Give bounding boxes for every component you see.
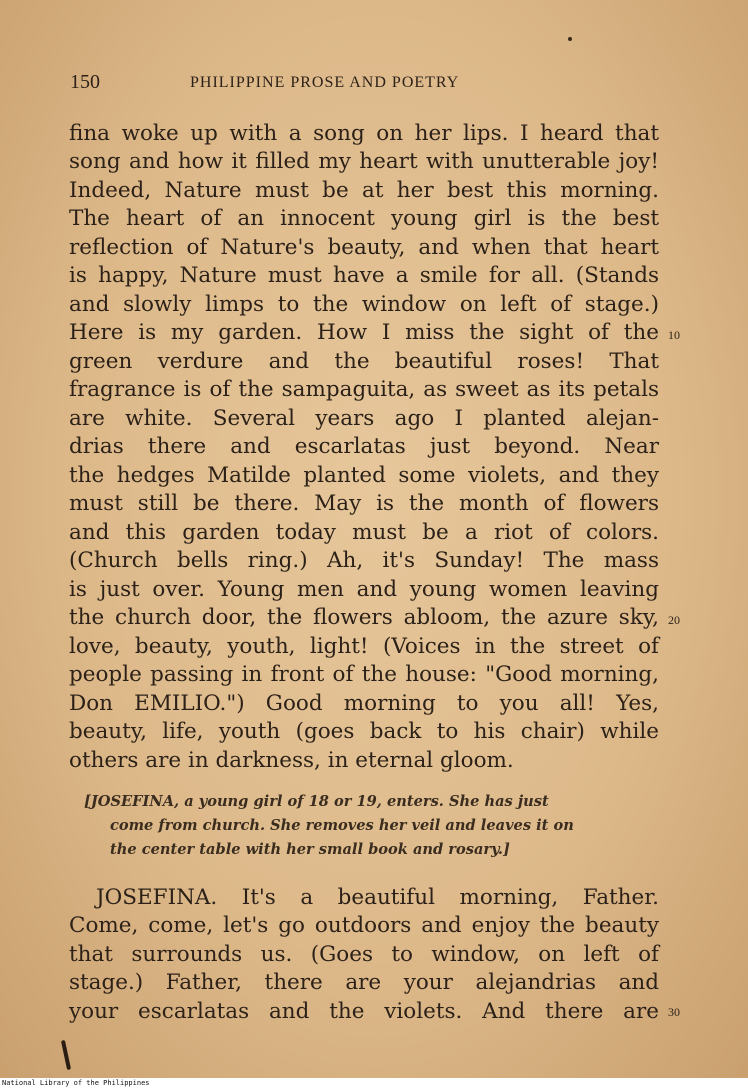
library-credit: National Library of the Philippines: [2, 1079, 150, 1087]
text-line: is just over. Young men and young women leaving: [69, 577, 659, 602]
line-number: 20: [668, 613, 680, 627]
line-number: 10: [668, 328, 680, 342]
dialogue-line: Come, come, let's go outdoors and enjoy the beauty: [69, 913, 659, 938]
text-line: The heart of an innocent young girl is the best: [69, 206, 659, 231]
dialogue-line: that surrounds us. (Goes to window, on left of: [69, 942, 659, 967]
dialogue-line: your escarlatas and the violets. And there are: [69, 999, 659, 1024]
text-line: Here is my garden. How I miss the sight of the: [69, 320, 659, 345]
text-line: must still be there. May is the month of flowers: [69, 491, 659, 516]
text-line: and slowly limps to the window on left of stage.): [69, 292, 659, 317]
text-line: song and how it filled my heart with unutterable joy!: [69, 149, 659, 174]
dialogue-line: stage.) Father, there are your alejandrias and: [69, 970, 659, 995]
text-line: drias there and escarlatas just beyond. Near: [69, 434, 659, 459]
running-head: [70, 71, 670, 101]
stage-direction-line: the center table with her small book and rosary.]: [110, 841, 510, 858]
stage-direction-line: [JOSEFINA, a young girl of 18 or 19, enters. She has just: [84, 793, 549, 810]
text-line: Don EMILIO.") Good morning to you all! Yes,: [69, 691, 659, 716]
text-line: green verdure and the beautiful roses! That: [69, 349, 659, 374]
text-line: people passing in front of the house: "Good morning,: [69, 662, 659, 687]
page-number: 150: [70, 71, 100, 93]
text-line: the hedges Matilde planted some violets, and they: [69, 463, 659, 488]
text-line: the church door, the flowers abloom, the azure sky,: [69, 605, 659, 630]
text-line: Indeed, Nature must be at her best this morning.: [69, 178, 659, 203]
footer-bar: [0, 1078, 748, 1088]
text-line: (Church bells ring.) Ah, it's Sunday! The mass: [69, 548, 659, 573]
dialogue-line: JOSEFINA. It's a beautiful morning, Father.: [96, 885, 659, 910]
ink-speck: [568, 37, 572, 41]
text-line: is happy, Nature must have a smile for all. (Stands: [69, 263, 659, 288]
text-line: fina woke up with a song on her lips. I heard that: [69, 121, 659, 146]
running-title: PHILIPPINE PROSE AND POETRY: [190, 74, 460, 91]
stage-direction-line: come from church. She removes her veil and leaves it on: [110, 817, 574, 834]
text-line: others are in darkness, in eternal gloom.: [69, 748, 514, 773]
text-line: fragrance is of the sampaguita, as sweet as its petals: [69, 377, 659, 402]
text-line: love, beauty, youth, light! (Voices in the street of: [69, 634, 659, 659]
text-line: and this garden today must be a riot of colors.: [69, 520, 659, 545]
text-line: beauty, life, youth (goes back to his chair) while: [69, 719, 659, 744]
line-number: 30: [668, 1005, 680, 1019]
text-line: are white. Several years ago I planted alejan-: [69, 406, 659, 431]
text-line: reflection of Nature's beauty, and when that heart: [69, 235, 659, 260]
ink-mark: [61, 1040, 71, 1070]
